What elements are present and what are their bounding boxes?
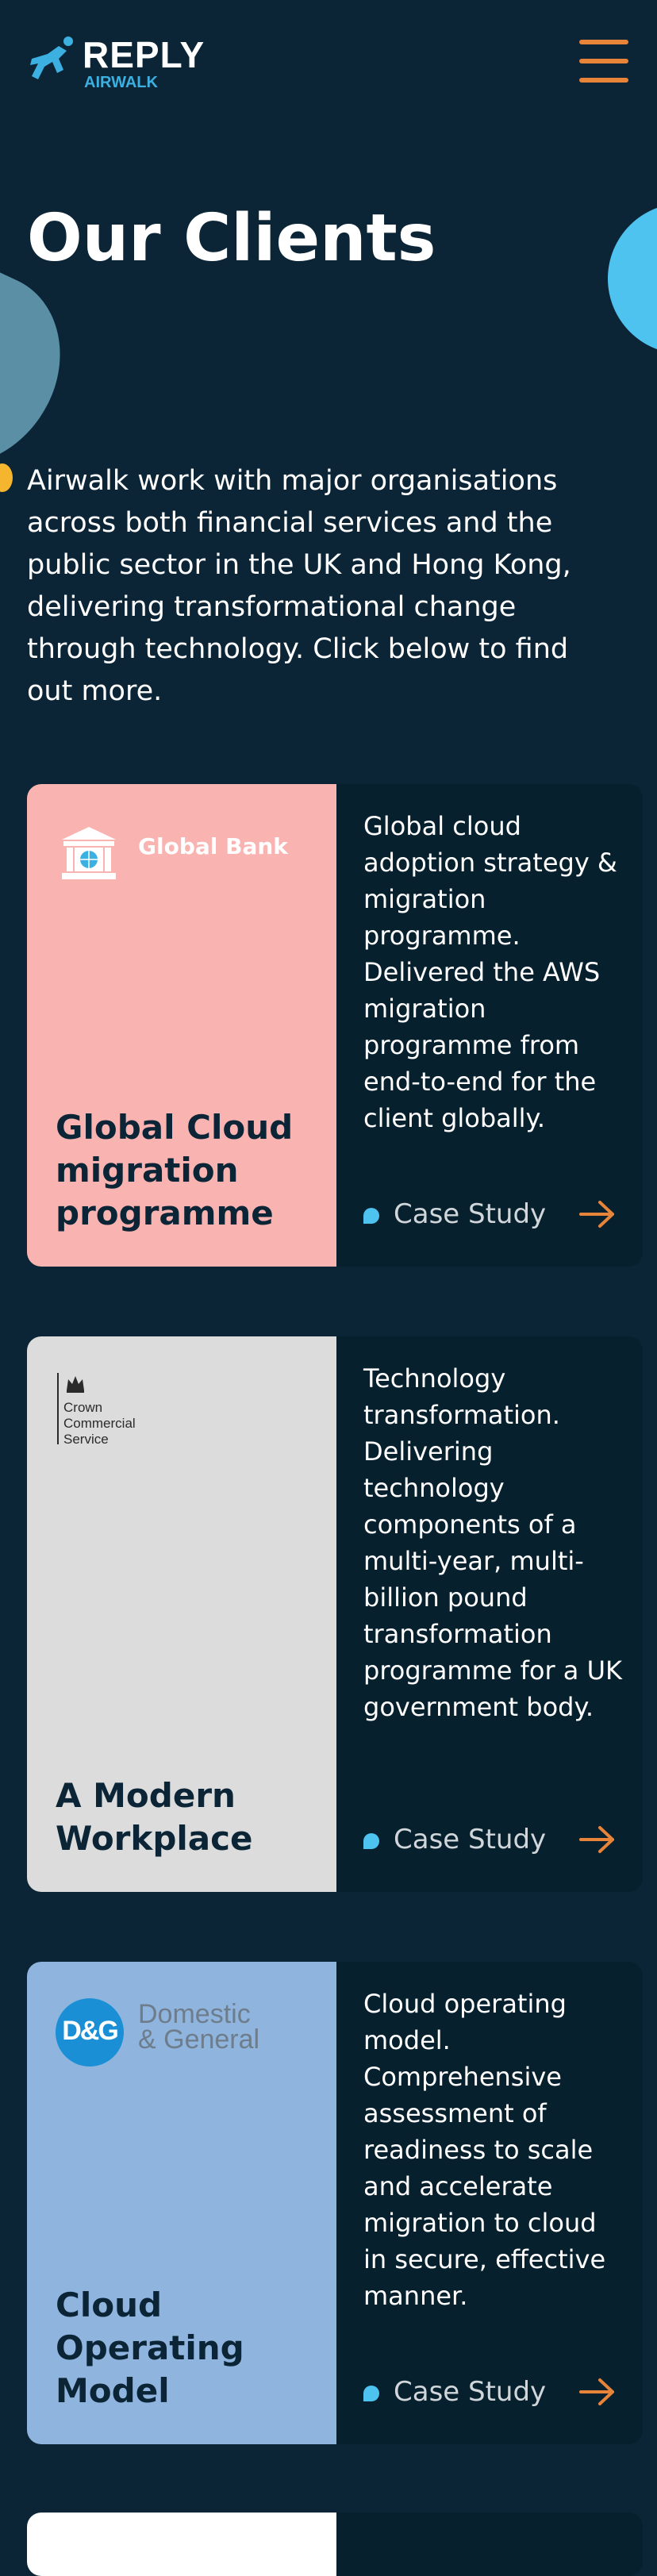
client-name: Domestic & General: [138, 1999, 260, 2055]
speech-bubble-icon: [363, 2386, 379, 2401]
card-image-panel: [27, 1336, 336, 1892]
client-name: Crown Commercial Service: [63, 1400, 136, 1447]
card-title: Global Cloud migration programme: [56, 1108, 294, 1232]
card-image-panel: [27, 784, 336, 1267]
client-name: Global Bank: [138, 833, 288, 859]
decorative-yellow-dot: [0, 463, 13, 492]
decorative-blue-circle: [608, 203, 657, 354]
card-details-panel: [336, 1962, 643, 2444]
card-title: Cloud Operating Model: [56, 2286, 244, 2410]
crown-commercial-service-logo: [57, 1373, 152, 1447]
client-card-global-bank[interactable]: [27, 784, 643, 1267]
arrow-right-icon: [579, 1200, 616, 1228]
case-study-label: Case Study: [394, 1824, 547, 1855]
arrow-right-icon: [579, 1825, 616, 1854]
royal-crest-icon: [63, 1373, 87, 1394]
card-description: Global cloud adoption strategy & migration programme. Delivered the AWS migration programme from end-to-end for the client globally.: [363, 811, 617, 1133]
client-card-partial[interactable]: [27, 2513, 643, 2576]
speech-bubble-icon: [363, 1208, 379, 1224]
page-title: Our Clients: [27, 201, 436, 276]
domestic-general-logo-icon: D&G: [56, 1998, 124, 2067]
card-description: Cloud operating model. Comprehensive assessment of readiness to scale and accelerate migration to cloud in secure, effective manner.: [363, 1989, 606, 2311]
client-card-domestic-general[interactable]: [27, 1962, 643, 2444]
reply-airwalk-logo[interactable]: [27, 32, 209, 95]
card-image-panel: [27, 2513, 336, 2576]
brand-sub: AIRWALK: [84, 74, 158, 91]
site-header: [0, 0, 657, 127]
arrow-right-icon: [579, 2378, 616, 2406]
case-study-link[interactable]: [363, 1198, 616, 1230]
hamburger-menu-icon[interactable]: [579, 40, 630, 84]
card-details-panel: [336, 784, 643, 1267]
intro-text: Airwalk work with major organisations across both financial services and the public sector in the UK and Hong Kong, delivering transformational change through technology. Click below to find out more.: [27, 465, 571, 707]
case-study-link[interactable]: [363, 2376, 616, 2408]
brand-name: REPLY: [83, 34, 206, 75]
card-title: A Modern Workplace: [56, 1776, 253, 1858]
case-study-link[interactable]: [363, 1824, 616, 1855]
client-card-crown-commercial-service[interactable]: [27, 1336, 643, 1892]
card-image-panel: [27, 1962, 336, 2444]
speech-bubble-icon: [363, 1833, 379, 1849]
case-study-label: Case Study: [394, 1198, 547, 1230]
case-study-label: Case Study: [394, 2376, 547, 2408]
card-description: Technology transformation. Delivering technology components of a multi-year, multi-billion pound transformation programme for a UK government body.: [363, 1363, 622, 1722]
runner-logo-icon: [27, 35, 78, 86]
bank-building-icon: [59, 825, 119, 886]
card-details-panel: [336, 1336, 643, 1892]
